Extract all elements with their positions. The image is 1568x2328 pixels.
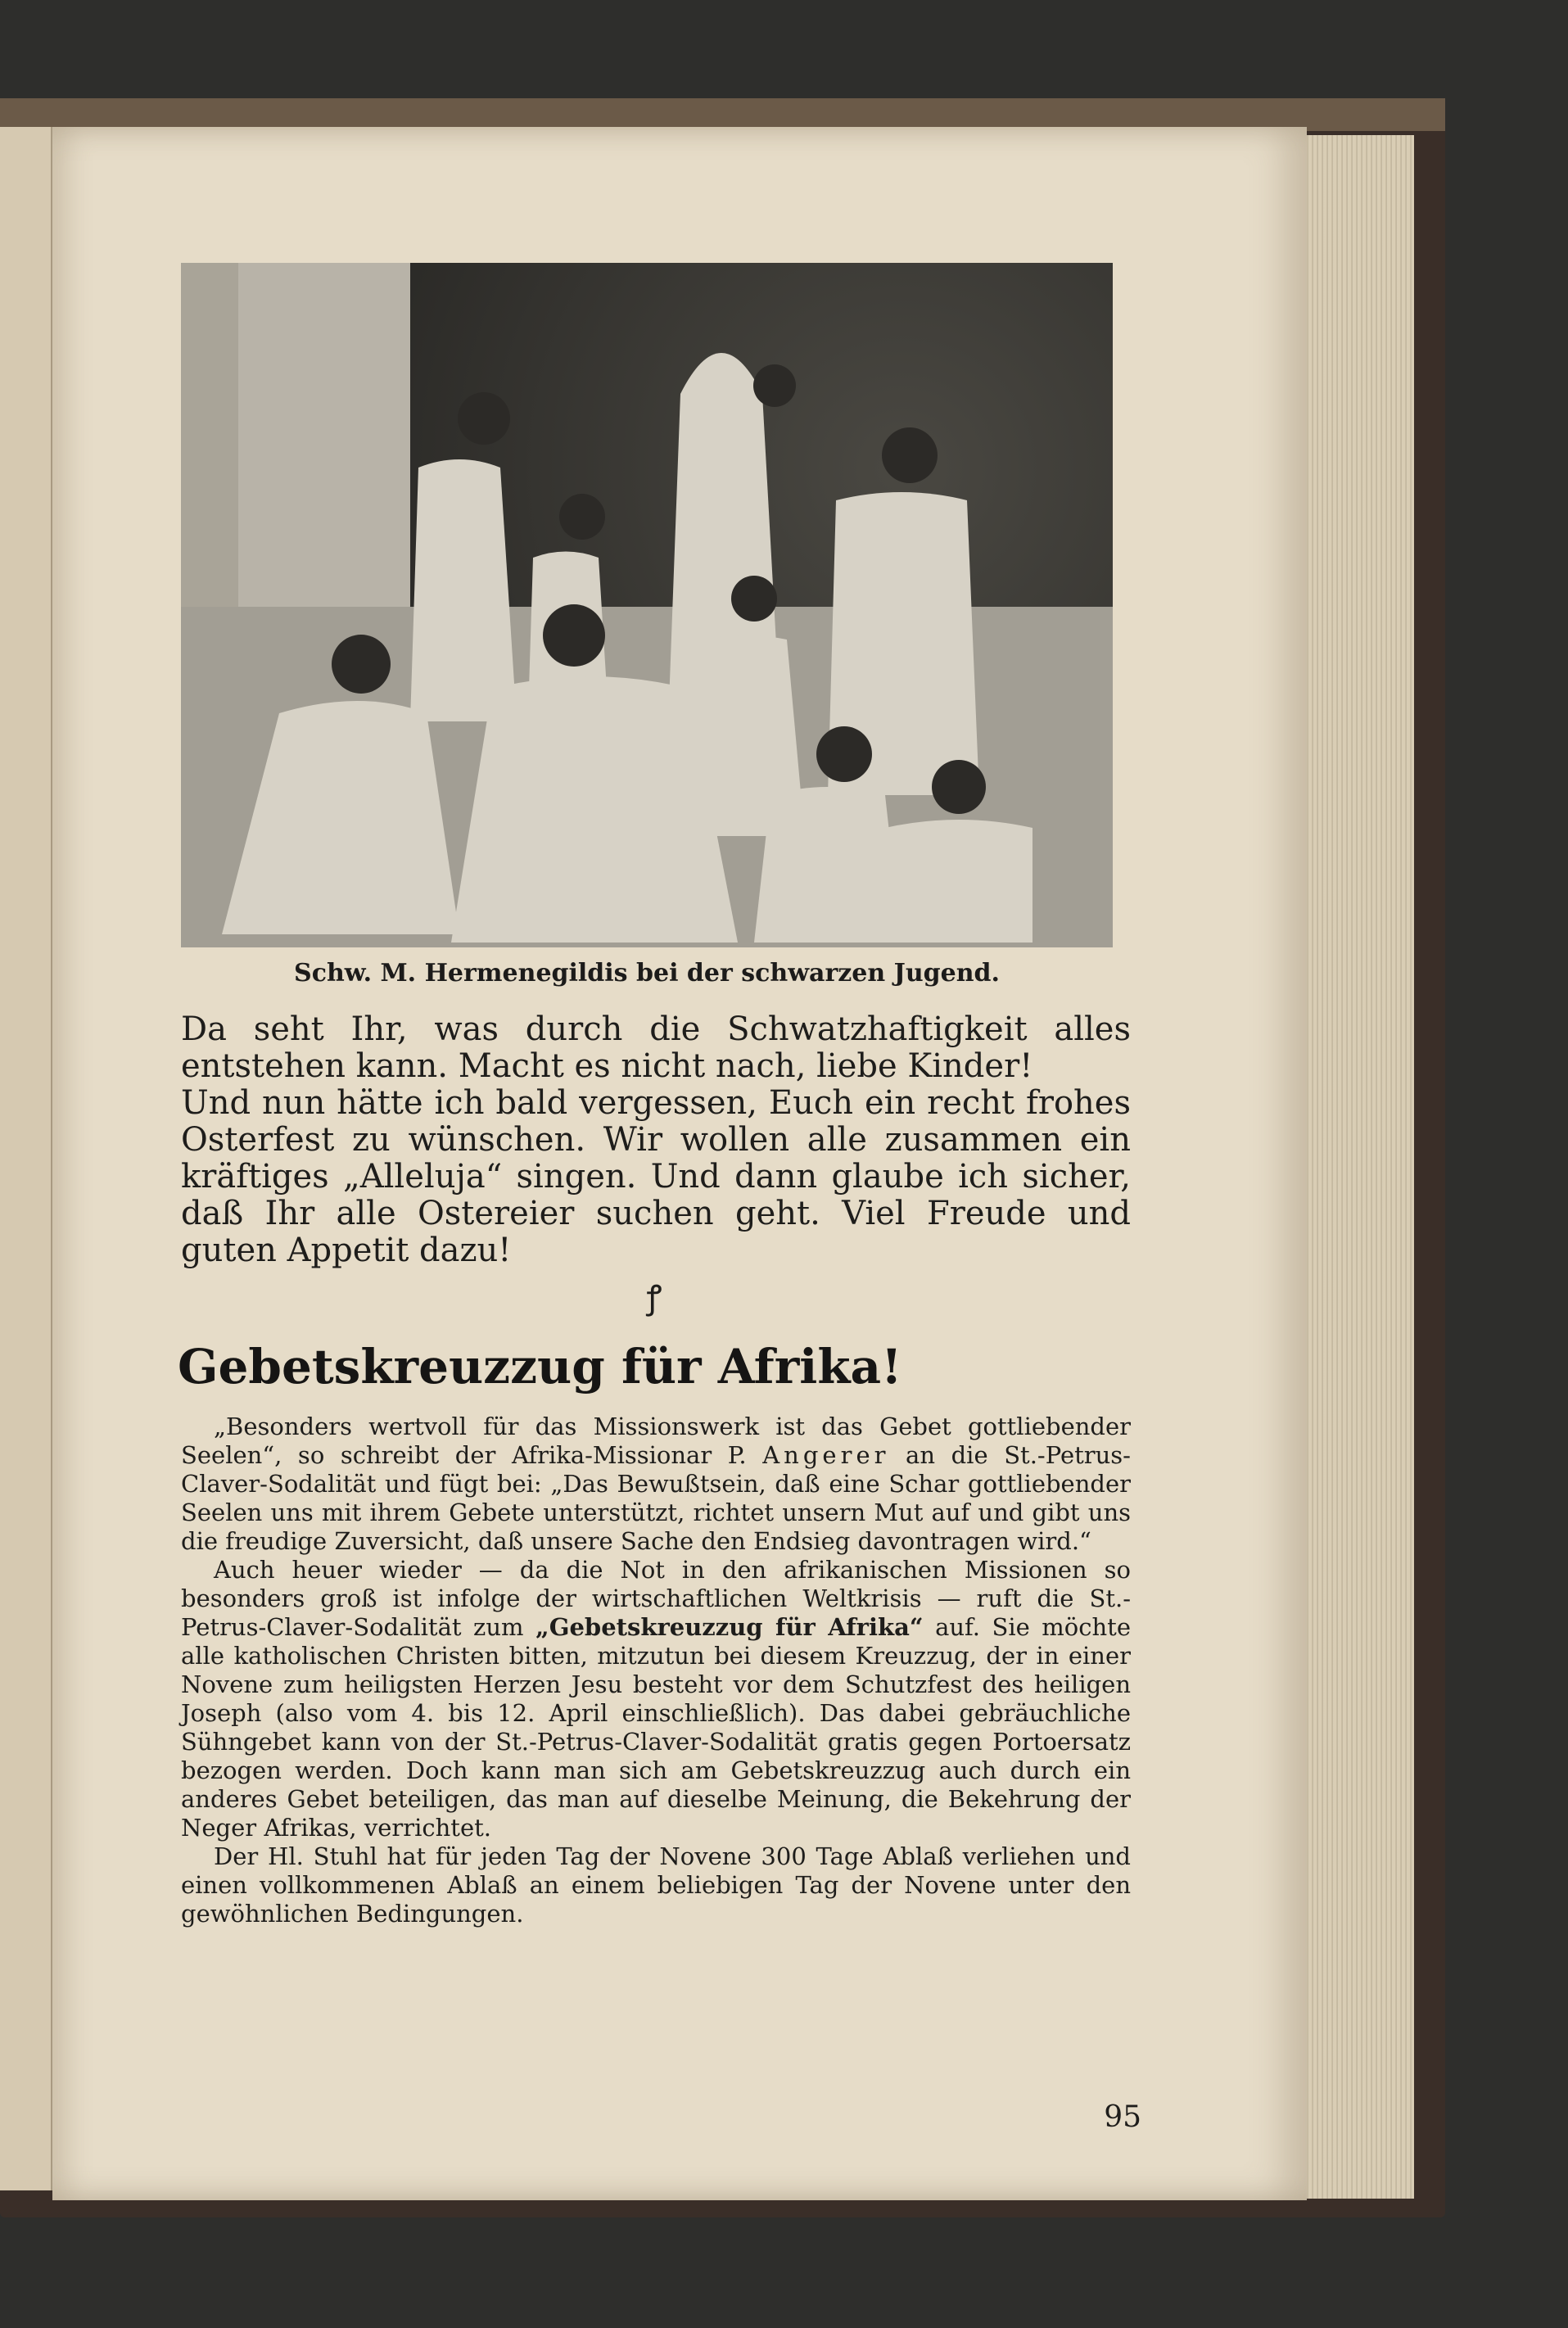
article-paragraph: Der Hl. Stuhl hat für jeden Tag der Novene 300 Tage Ablaß verliehen und einen vollkommenen Ablaß an einem beliebigen Tag der Novene unter den gewöhnlichen Bedingungen. xyxy=(181,1842,1131,1928)
text-run: Auch heuer wieder — da die Not in den afrikanischen Missionen so besonders groß ist infolge der wirtschaftlichen Weltkrisis — ruft die St.-Petrus-Claver-Sodalität zum xyxy=(181,1556,1131,1641)
text-run: an die St.-Petrus-Claver-Sodalität und fügt bei: „Das Bewußtsein, daß eine Schar gottliebender Seelen uns mit ihrem Gebete unterstützt, richtet unsern Mut auf und gibt uns die freudige Zuversicht, daß unsere Sache den Endsieg davontragen wird.“ xyxy=(181,1441,1131,1555)
text-run: auf. Sie möchte alle katholischen Christen bitten, mitzutun bei diesem Kreuzzug, der in einer Novene zum heiligsten Herzen Jesu besteht vor dem Schutzfest des heiligen Joseph (also vom 4. bis 12. April einschließlich). Das dabei gebräuchliche Sühngebet kann von der St.-Petrus-Claver-Sodalität gratis gegen Portoersatz bezogen werden. Doch kann man sich am Gebetskreuzzug auch durch ein anderes Gebet beteiligen, das man auf dieselbe Meinung, die Bekehrung der Neger Afrikas, verrichtet. xyxy=(181,1613,1131,1842)
book-binding-edge xyxy=(0,98,1445,131)
left-page-edge xyxy=(0,127,53,2190)
body-paragraph: Da seht Ihr, was durch die Schwatzhaftigkeit alles entstehen kann. Macht es nicht nach, liebe Kinder! xyxy=(181,1010,1131,1085)
article-body xyxy=(181,1413,1131,1928)
campaign-name: „Gebetskreuzzug für Afrika“ xyxy=(535,1613,924,1641)
page-number: 95 xyxy=(1104,2100,1141,2134)
article-paragraph xyxy=(181,1413,1131,1556)
article-heading: Gebetskreuzzug für Afrika! xyxy=(178,1339,902,1395)
photo-caption: Schw. M. Hermenegildis bei der schwarzen Jugend. xyxy=(294,959,1000,988)
closing-text xyxy=(181,1011,1131,1269)
page-edges xyxy=(1298,135,1414,2199)
missionary-name: Angerer xyxy=(762,1441,890,1469)
body-paragraph: Und nun hätte ich bald vergessen, Euch ein recht frohes Osterfest zu wünschen. Wir wollen alle zusammen ein kräftiges „Alleluja“ singen. Und dann glaube ich sicher, daß Ihr alle Ostereier suchen geht. Viel Freude und guten Appetit dazu! xyxy=(181,1084,1131,1269)
section-ornament: ꝭ xyxy=(646,1279,662,1317)
group-photograph xyxy=(181,263,1113,947)
book-page xyxy=(52,127,1307,2200)
text-run: „Besonders wertvoll für das Missionswerk ist das Gebet gottliebender Seelen“, so schreibt der Afrika-Missionar P. xyxy=(181,1413,1131,1469)
article-paragraph xyxy=(181,1556,1131,1842)
